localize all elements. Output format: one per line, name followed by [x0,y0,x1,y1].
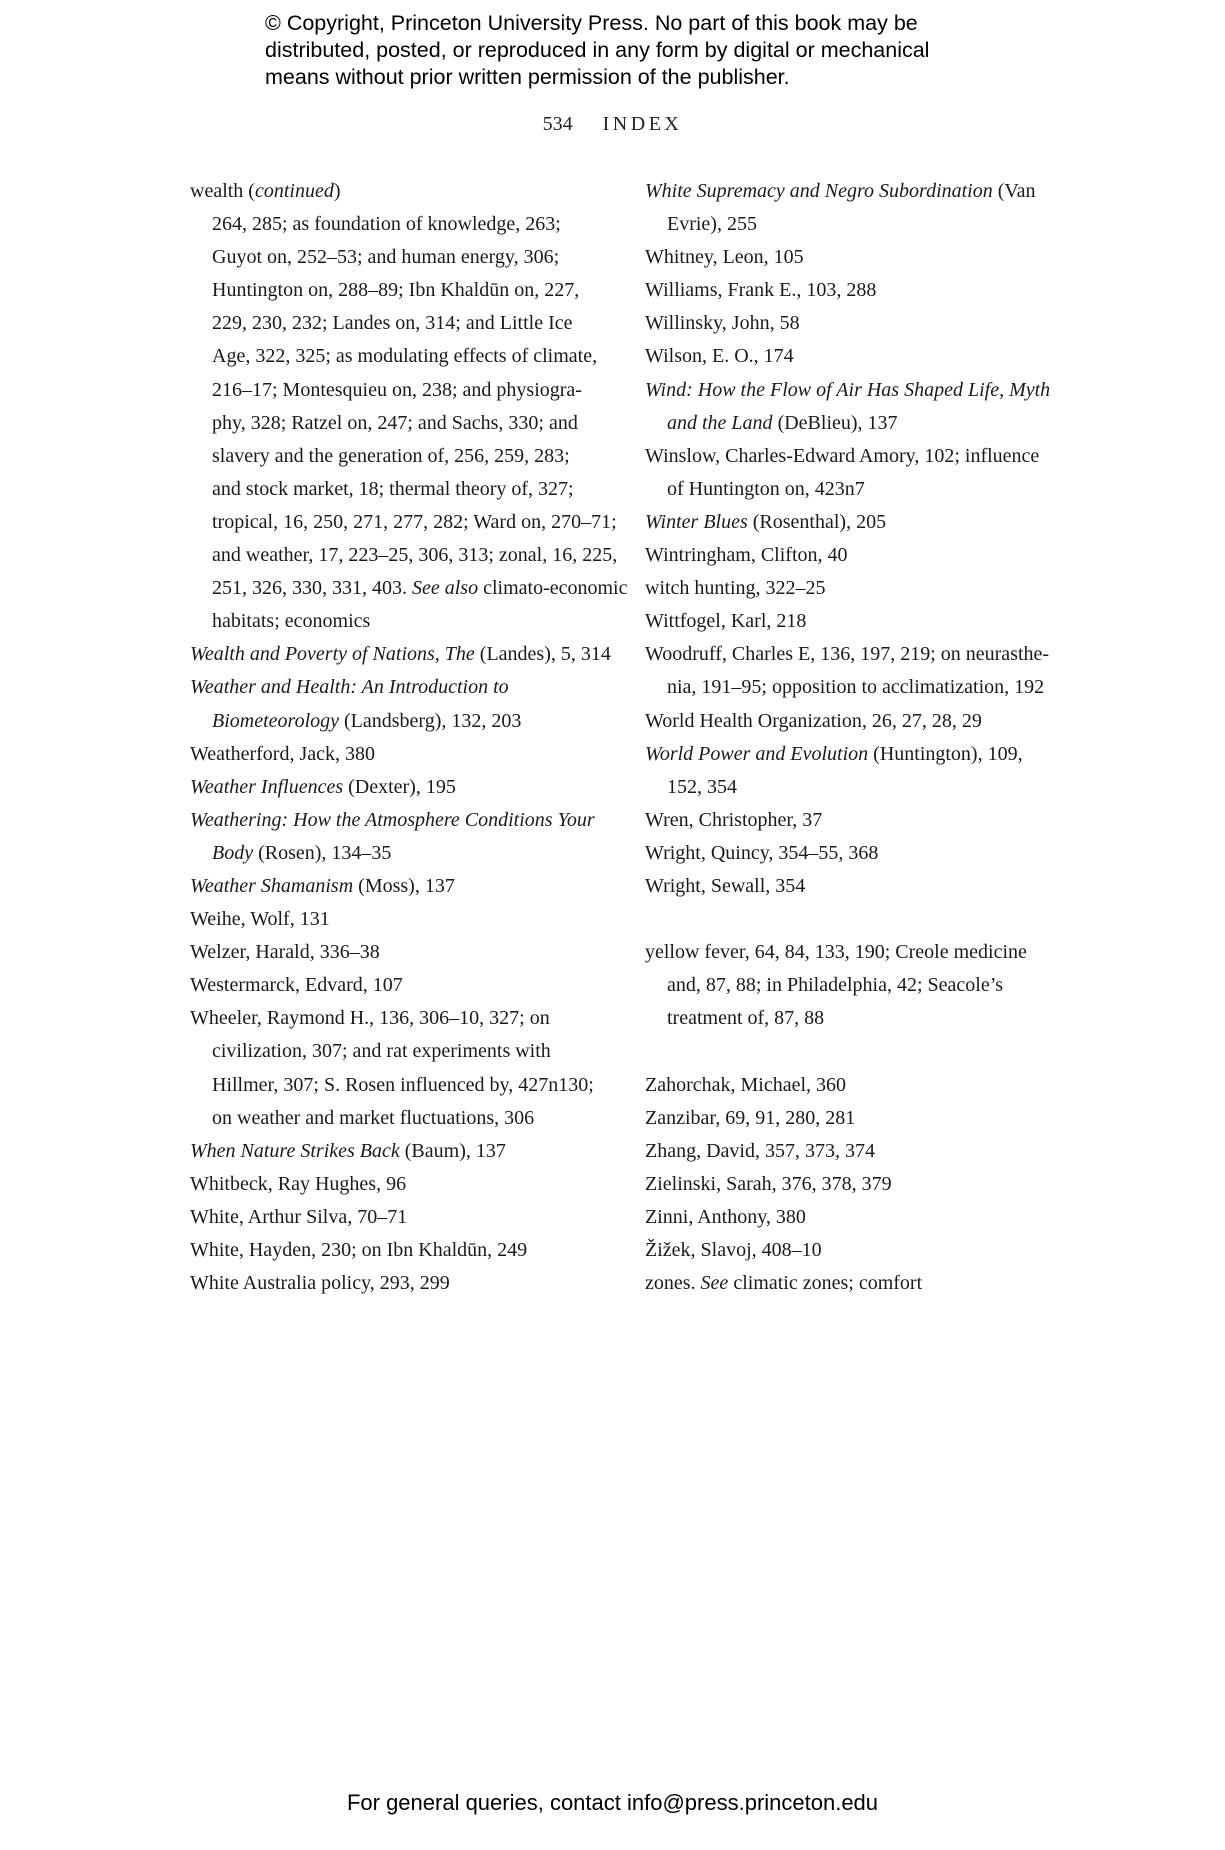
text: Willinsky, John, 58 [645,312,800,335]
entry-line [190,638,610,671]
index-entry [190,638,610,671]
italic-text: Winter Blues [645,510,748,533]
index-entry [645,274,1065,307]
entry-continuation-line [190,274,610,307]
italic-text: World Power and Evolution [645,742,869,765]
text: and, 87, 88; in Philadelphia, 42; Seacole’s [667,974,1004,997]
italic-text: When Nature Strikes Back [190,1139,400,1162]
text: zones. [645,1272,701,1295]
entry-line [645,1201,1065,1234]
index-entry [190,1002,610,1134]
index-entry [645,241,1065,274]
entry-continuation-line [190,605,610,638]
text: Wilson, E. O., 174 [645,345,794,368]
entry-line [645,1135,1065,1168]
text: tropical, 16, 250, 271, 277, 282; Ward on, 270–71; [212,510,617,533]
entry-line [645,175,1065,208]
italic-text: Wind: How the Flow of Air Has Shaped Life, Myth [645,378,1051,401]
index-entry [645,1168,1065,1201]
text: climato-economic [478,577,628,600]
entry-continuation-line [190,473,610,506]
text: (Landsberg), 132, 203 [339,709,522,732]
index-entry [645,638,1065,704]
text: Winslow, Charles-Edward Amory, 102; influence [645,444,1040,467]
entry-line [645,374,1065,407]
index-entry [190,804,610,870]
text: Guyot on, 252–53; and human energy, 306; [212,246,560,269]
italic-text: Weather Influences [190,775,344,798]
entry-line [190,1234,610,1267]
text: habitats; economics [212,610,371,633]
entry-line [645,804,1065,837]
index-entry [645,1069,1065,1102]
text: Zahorchak, Michael, 360 [645,1073,847,1096]
entry-continuation-line [645,473,1065,506]
text: Wheeler, Raymond H., 136, 306–10, 327; on [190,1007,550,1030]
entry-continuation-line [190,307,610,340]
entry-line [645,307,1065,340]
text: nia, 191–95; opposition to acclimatization, 192 [667,676,1045,699]
index-entry [190,175,628,638]
text: Wright, Sewall, 354 [645,874,806,897]
entry-line [190,804,610,837]
index-entry [190,903,610,936]
entry-line [645,1069,1065,1102]
entry-line [190,903,610,936]
entry-continuation-line [190,440,610,473]
text: Age, 322, 325; as modulating effects of climate, [212,345,598,368]
entry-line [645,1267,1065,1300]
index-column-left [190,175,628,1300]
entry-continuation-line [645,969,1065,1002]
italic-text: Weather and Health: An Introduction to [190,676,509,699]
copyright-notice [265,10,1025,91]
page-title: INDEX [602,113,683,135]
text: civilization, 307; and rat experiments with [212,1040,551,1063]
index-entry [645,837,1065,870]
entry-line [645,506,1065,539]
text: Whitney, Leon, 105 [645,246,804,269]
text: 229, 230, 232; Landes on, 314; and Little Ice [212,312,573,335]
text: Westermarck, Edvard, 107 [190,974,403,997]
entry-line [645,870,1065,903]
entry-continuation-line [190,506,617,539]
text: wealth ( [190,180,255,202]
entry-line [645,572,1065,605]
text: 251, 326, 330, 331, 403. [212,577,412,600]
entry-continuation-line [190,1035,610,1068]
index-entry [190,1135,610,1168]
entry-continuation-line [190,837,610,870]
index-entry [645,1234,1065,1267]
italic-text: Body [212,841,254,864]
entry-line [190,1135,610,1168]
entry-line [645,738,1065,771]
entry-line [645,837,1065,870]
entry-line [645,274,1065,307]
copyright-line: distributed, posted, or reproduced in any form by digital or mechanical [265,38,930,62]
index-entry [190,738,610,771]
entry-line [190,1168,610,1201]
italic-text: continued [254,180,334,202]
index-entry [645,340,1065,373]
index-entry [645,1102,1065,1135]
entry-continuation-line [645,1002,1065,1035]
entry-line [190,175,610,208]
entry-line [645,440,1065,473]
footer-contact: For general queries, contact info@press.princeton.edu [346,1790,879,1815]
entry-continuation-line [190,572,628,605]
index-column-right [645,175,1065,1300]
entry-line [645,605,1065,638]
text: (Van [992,180,1036,202]
italic-text: Weathering: How the Atmosphere Conditions Your [190,808,595,831]
entry-line [645,1234,1065,1267]
entry-line [645,539,1065,572]
italic-text: White Supremacy and Negro Subordination [645,180,993,202]
index-entry [190,1168,610,1201]
index-entry [645,738,1065,804]
copyright-line: means without prior written permission of the publisher. [265,65,790,89]
text: Evrie), 255 [667,213,757,236]
text: (Landes), 5, 314 [474,643,611,666]
entry-line [645,340,1065,373]
text: Weatherford, Jack, 380 [190,742,375,765]
index-entry [645,605,1065,638]
entry-line [190,1267,610,1300]
entry-line [645,1168,1065,1201]
entry-line [190,1002,610,1035]
text: (Huntington), 109, [868,742,1023,765]
index-entry [645,936,1065,1035]
text: White Australia policy, 293, 299 [190,1272,450,1295]
index-entry [645,1267,1065,1300]
index-entry [190,1267,610,1300]
entry-continuation-line [645,771,1065,804]
index-entry [190,936,610,969]
text: Zielinski, Sarah, 376, 378, 379 [645,1172,892,1195]
italic-text: Weather Shamanism [190,874,354,897]
text: Wren, Christopher, 37 [645,808,823,831]
index-entry [645,440,1065,506]
text: Wittfogel, Karl, 218 [645,610,807,633]
index-entry [190,671,610,737]
entry-continuation-line [190,407,610,440]
text: (Rosenthal), 205 [747,510,887,533]
index-entry [190,1201,610,1234]
entry-line [190,1201,610,1234]
text: slavery and the generation of, 256, 259, 283; [212,444,570,467]
text: Huntington on, 288–89; Ibn Khaldūn on, 227, [212,279,580,302]
text: of Huntington on, 423n7 [667,477,865,500]
letter-group-gap [645,1035,1065,1068]
entry-line [190,870,610,903]
entry-line [645,638,1065,671]
index-entry [190,969,610,1002]
text: White, Arthur Silva, 70–71 [190,1205,408,1228]
italic-text: See [700,1272,729,1295]
text: ) [333,180,341,202]
text: 216–17; Montesquieu on, 238; and physiogra- [212,378,582,401]
text: on weather and market fluctuations, 306 [212,1106,535,1129]
entry-continuation-line [190,208,610,241]
entry-line [190,936,610,969]
text: Žižek, Slavoj, 408–10 [645,1239,822,1261]
text: treatment of, 87, 88 [667,1007,825,1030]
italic-text: and the Land [667,411,773,434]
text: Welzer, Harald, 336–38 [190,941,380,964]
index-entry [190,870,610,903]
entry-continuation-line [190,374,610,407]
text: witch hunting, 322–25 [645,577,826,600]
entry-continuation-line [190,241,610,274]
text: and stock market, 18; thermal theory of, 327; [212,477,574,500]
index-entry [645,705,1065,738]
index-entry [645,572,1065,605]
index-entry [645,539,1065,572]
text: Weihe, Wolf, 131 [190,908,330,931]
entry-continuation-line [645,208,1065,241]
copyright-line: © Copyright, Princeton University Press. No part of this book may be [265,11,918,35]
text: (Baum), 137 [399,1139,506,1162]
index-entry [645,506,1065,539]
letter-group-gap [645,903,1065,936]
index-entry [190,1234,610,1267]
text: Zinni, Anthony, 380 [645,1205,806,1228]
italic-text: See also [412,577,479,600]
text: Woodruff, Charles E, 136, 197, 219; on neurasthe- [645,643,1050,666]
text: 152, 354 [667,775,737,798]
text: Wright, Quincy, 354–55, 368 [645,841,879,864]
entry-line [645,241,1065,274]
text: climatic zones; comfort [728,1272,923,1295]
entry-line [190,671,610,704]
text: Zhang, David, 357, 373, 374 [645,1139,875,1162]
text: (Dexter), 195 [343,775,456,798]
index-entry [190,771,610,804]
text: Williams, Frank E., 103, 288 [645,279,877,302]
index-entry [645,1201,1065,1234]
page-number: 534 [542,113,573,135]
italic-text: Biometeorology [212,709,340,732]
entry-line [190,771,610,804]
index-entry [645,1135,1065,1168]
entry-continuation-line [190,705,610,738]
text: 264, 285; as foundation of knowledge, 263; [212,213,561,236]
entry-line [645,1102,1065,1135]
entry-line [645,705,1065,738]
text: White, Hayden, 230; on Ibn Khaldūn, 249 [190,1239,528,1261]
text: World Health Organization, 26, 27, 28, 29 [645,709,982,732]
text: (Rosen), 134–35 [253,841,392,864]
text: Zanzibar, 69, 91, 280, 281 [645,1106,856,1129]
index-entry [645,804,1065,837]
entry-continuation-line [190,340,610,373]
text: (DeBlieu), 137 [772,411,898,434]
text: Wintringham, Clifton, 40 [645,544,848,567]
entry-continuation-line [190,539,618,572]
italic-text: Wealth and Poverty of Nations, The [190,643,475,666]
entry-continuation-line [190,1102,610,1135]
text: phy, 328; Ratzel on, 247; and Sachs, 330; and [212,411,578,434]
running-head [0,113,1225,136]
entry-line [645,936,1065,969]
text: and weather, 17, 223–25, 306, 313; zonal, 16, 225, [212,544,618,567]
entry-continuation-line [190,1069,610,1102]
index-entry [645,374,1065,440]
index-entry [645,307,1065,340]
index-entry [645,175,1065,241]
entry-continuation-line [645,407,1065,440]
text: yellow fever, 64, 84, 133, 190; Creole medicine [645,941,1027,964]
entry-line [190,969,610,1002]
entry-line [190,738,610,771]
text: Hillmer, 307; S. Rosen influenced by, 427n130; [212,1073,594,1096]
text: Whitbeck, Ray Hughes, 96 [190,1172,407,1195]
entry-continuation-line [645,671,1065,704]
index-entry [645,870,1065,903]
text: (Moss), 137 [353,874,455,897]
